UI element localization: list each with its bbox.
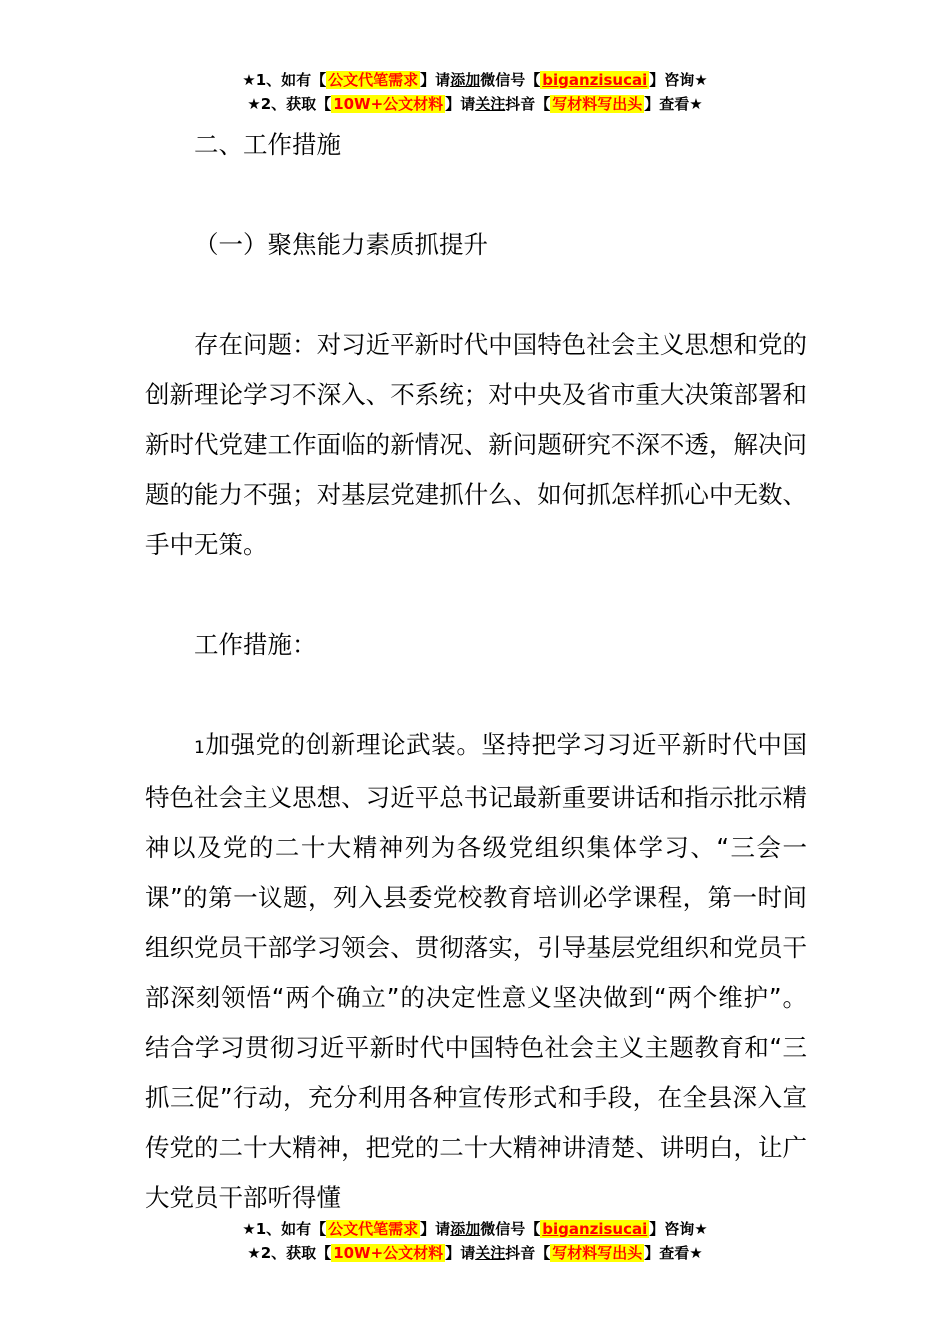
promo-banner-top xyxy=(0,68,950,116)
document-body xyxy=(145,120,807,1223)
measures-label: 工作措施： xyxy=(194,630,317,659)
promo-line-2-bottom: ★2、获取【 10W+公文材料 】请关注抖音【 写材料写出头 】查看★ xyxy=(247,1244,703,1262)
promo-douyin-account: 写材料写出头 xyxy=(552,1244,643,1262)
promo-line-1: ★1、如有【 公文代笔需求 】请添加微信号【 biganzisucai 】咨询★ xyxy=(242,71,708,89)
promo-highlight-materials: 10W+公文材料 xyxy=(333,1244,444,1262)
promo-wechat-id: biganzisucai xyxy=(542,71,648,89)
section-heading: 二、工作措施 xyxy=(194,130,341,159)
promo-wechat-id: biganzisucai xyxy=(542,1220,648,1238)
promo-banner-bottom xyxy=(0,1217,950,1265)
promo-highlight-service: 公文代笔需求 xyxy=(328,1220,419,1238)
promo-douyin-account: 写材料写出头 xyxy=(552,95,643,113)
promo-highlight-materials: 10W+公文材料 xyxy=(333,95,444,113)
measure-paragraph-1 xyxy=(145,720,807,1223)
measure-number: 1 xyxy=(194,738,205,758)
subsection-heading: （一）聚焦能力素质抓提升 xyxy=(194,230,488,259)
promo-highlight-service: 公文代笔需求 xyxy=(328,71,419,89)
problem-paragraph: 存在问题：对习近平新时代中国特色社会主义思想和党的创新理论学习不深入、不系统；对中央及省市重大决策部署和新时代党建工作面临的新情况、新问题研究不深不透，解决问题的能力不强；对基层党建抓什么、如何抓怎样抓心中无数、手中无策。 xyxy=(145,330,807,559)
measure-text: 加强党的创新理论武装。坚持把学习习近平新时代中国特色社会主义思想、习近平总书记最新重要讲话和指示批示精神以及党的二十大精神列为各级党组织集体学习、“三会一课”的第一议题，列入县委党校教育培训必学课程，第一时间组织党员干部学习领会、贯彻落实，引导基层党组织和党员干部深刻领悟“两个确立”的决定性意义坚决做到“两个维护”。结合学习贯彻习近平新时代中国特色社会主义主题教育和“三抓三促”行动，充分利用各种宣传形式和手段，在全县深入宣传党的二十大精神，把党的二十大精神讲清楚、讲明白，让广大党员干部听得懂 xyxy=(145,730,807,1212)
promo-line-1-bottom: ★1、如有【 公文代笔需求 】请添加微信号【 biganzisucai 】咨询★ xyxy=(242,1220,708,1238)
promo-line-2: ★2、获取【 10W+公文材料 】请关注抖音【 写材料写出头 】查看★ xyxy=(247,95,703,113)
